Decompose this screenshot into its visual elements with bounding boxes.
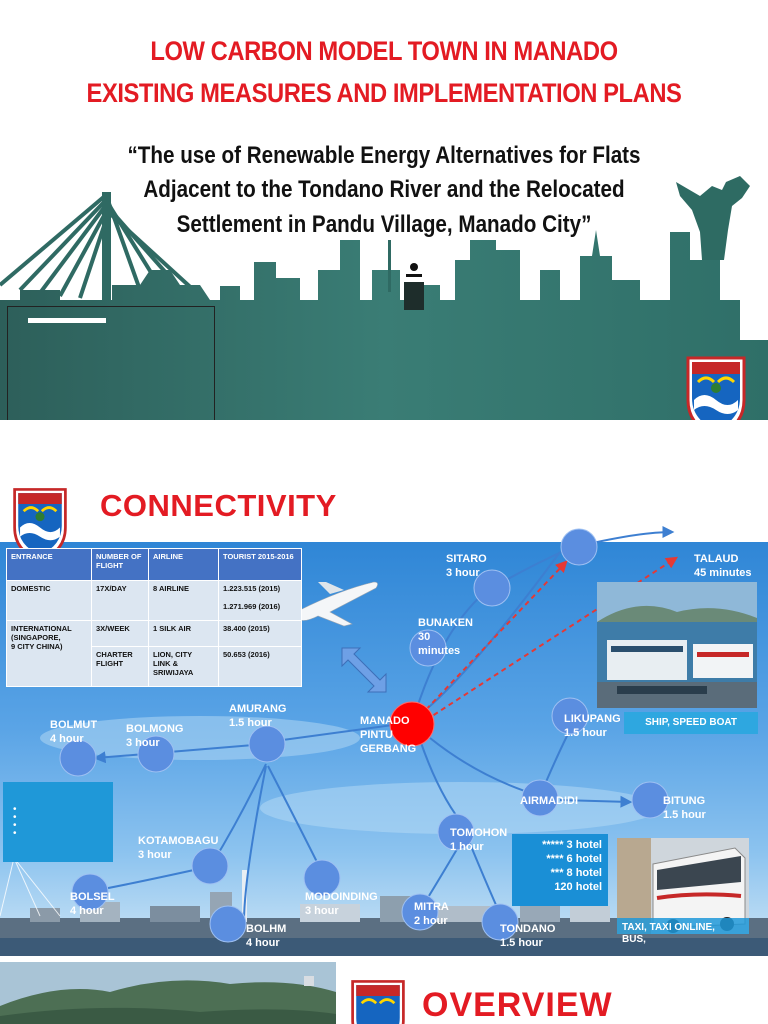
label-airmadidi: AIRMADIDI bbox=[520, 795, 579, 807]
tourist-2015: 1.223.515 (2015) bbox=[223, 584, 281, 593]
title-line-1: LOW CARBON MODEL TOWN IN MANADO bbox=[150, 36, 618, 66]
slide-title bbox=[0, 0, 768, 420]
node-bolhm bbox=[210, 906, 246, 942]
table-header-cell: AIRLINE bbox=[149, 549, 219, 581]
quote-line-3: Settlement in Pandu Village, Manado City” bbox=[176, 211, 592, 238]
flight-table bbox=[6, 548, 302, 687]
bullet: • bbox=[13, 812, 17, 823]
table-cell: 1 SILK AIR bbox=[149, 621, 219, 647]
label-mitra: MITRA 2 hour bbox=[414, 901, 449, 927]
table-cell: 8 AIRLINE bbox=[149, 581, 219, 621]
airline-line: LION, CITY bbox=[153, 650, 193, 659]
label-sitaro: SITARO 3 hour bbox=[446, 553, 487, 579]
table-header-cell: TOURIST 2015-2016 bbox=[219, 549, 302, 581]
entrance-line: 9 CITY CHINA) bbox=[11, 642, 63, 651]
node-sangihe bbox=[561, 529, 597, 565]
table-header-cell: ENTRANCE bbox=[7, 549, 92, 581]
city-emblem-icon bbox=[684, 352, 748, 420]
ship-speedboat-label: SHIP, SPEED BOAT bbox=[624, 712, 758, 734]
label-bolhm: BOLHM 4 hour bbox=[246, 923, 287, 949]
table-cell: DOMESTIC bbox=[7, 581, 92, 621]
quote-line-2: Adjacent to the Tondano River and the Relocated bbox=[143, 176, 625, 203]
mountain-landscape-photo bbox=[0, 962, 336, 1024]
bullet: • bbox=[13, 820, 17, 831]
table-header-row bbox=[7, 549, 302, 581]
taxi-bus-line: TAXI, TAXI ONLINE, bbox=[622, 922, 715, 933]
label-amurang: AMURANG 1.5 hour bbox=[229, 703, 287, 729]
hotel-line: 120 hotel bbox=[554, 881, 602, 893]
label-bunaken: BUNAKEN 30 minutes bbox=[418, 617, 473, 657]
charter-line: FLIGHT bbox=[96, 659, 124, 668]
table-cell bbox=[149, 647, 219, 687]
label-bolmut: BOLMUT 4 hour bbox=[50, 719, 98, 745]
entrance-line: INTERNATIONAL bbox=[11, 624, 72, 633]
overview-title: OVERVIEW bbox=[422, 986, 613, 1024]
taxi-bus-line: BUS, bbox=[622, 934, 646, 945]
label-sangihe: SANGIHE 40 minutes bbox=[542, 497, 600, 523]
table-cell: 50.653 (2016) bbox=[219, 647, 302, 687]
airline-line: LINK & bbox=[153, 659, 178, 668]
label-kotamobagu: KOTAMOBAGU 3 hour bbox=[138, 835, 219, 861]
bullet-box bbox=[3, 782, 113, 862]
label-miangas: MIANGAS 1. hour bbox=[693, 489, 745, 515]
table-cell bbox=[7, 621, 92, 687]
label-manado: MANADO PINTU GERBANG bbox=[360, 715, 417, 755]
bullet: • bbox=[13, 804, 17, 815]
table-row bbox=[7, 581, 302, 621]
city-emblem-icon bbox=[348, 976, 408, 1024]
slide-overview bbox=[0, 962, 768, 1024]
bullet: • bbox=[13, 828, 17, 839]
antenna bbox=[388, 240, 391, 292]
hotel-line: ***** 3 hotel bbox=[542, 839, 602, 851]
charter-line: CHARTER bbox=[96, 650, 133, 659]
label-modoinding: MODOINDING 3 hour bbox=[305, 891, 378, 917]
table-row bbox=[7, 621, 302, 647]
hotel-box bbox=[512, 834, 608, 906]
monument-icon bbox=[404, 263, 424, 310]
node-amurang bbox=[249, 726, 285, 762]
taxi-bus-label bbox=[622, 922, 715, 946]
outlined-placeholder-box bbox=[7, 306, 215, 420]
table-cell: 3X/WEEK bbox=[92, 621, 149, 647]
table-cell: 38.400 (2015) bbox=[219, 621, 302, 647]
hotel-line: **** 6 hotel bbox=[546, 853, 602, 865]
entrance-line: (SINGAPORE, bbox=[11, 633, 61, 642]
hotel-line: *** 8 hotel bbox=[550, 867, 602, 879]
quote-line-1: “The use of Renewable Energy Alternatives for Flats bbox=[127, 142, 641, 169]
ship-harbor-photo bbox=[597, 582, 757, 708]
airline-line: SRIWIJAYA bbox=[153, 668, 194, 677]
label-tondano: TONDANO 1.5 hour bbox=[500, 923, 556, 949]
bus-photo bbox=[617, 838, 749, 934]
label-likupang: LIKUPANG 1.5 hour bbox=[564, 713, 621, 739]
label-tomohon: TOMOHON 1 hour bbox=[450, 827, 508, 853]
label-bolmong: BOLMONG 3 hour bbox=[126, 723, 184, 749]
table-header-cell: NUMBER OF FLIGHT bbox=[92, 549, 149, 581]
label-talaud: TALAUD 45 minutes bbox=[694, 553, 752, 579]
label-bolsel: BOLSEL 4 hour bbox=[70, 891, 115, 917]
slide-connectivity bbox=[0, 478, 768, 956]
table-cell bbox=[219, 581, 302, 621]
table-cell: 17X/DAY bbox=[92, 581, 149, 621]
table-cell bbox=[92, 647, 149, 687]
connectivity-title: CONNECTIVITY bbox=[100, 488, 337, 523]
label-bitung: BITUNG 1.5 hour bbox=[663, 795, 706, 821]
tourist-2016: 1.271.969 (2016) bbox=[223, 602, 281, 611]
title-line-2: EXISTING MEASURES AND IMPLEMENTATION PLANS bbox=[86, 78, 682, 108]
